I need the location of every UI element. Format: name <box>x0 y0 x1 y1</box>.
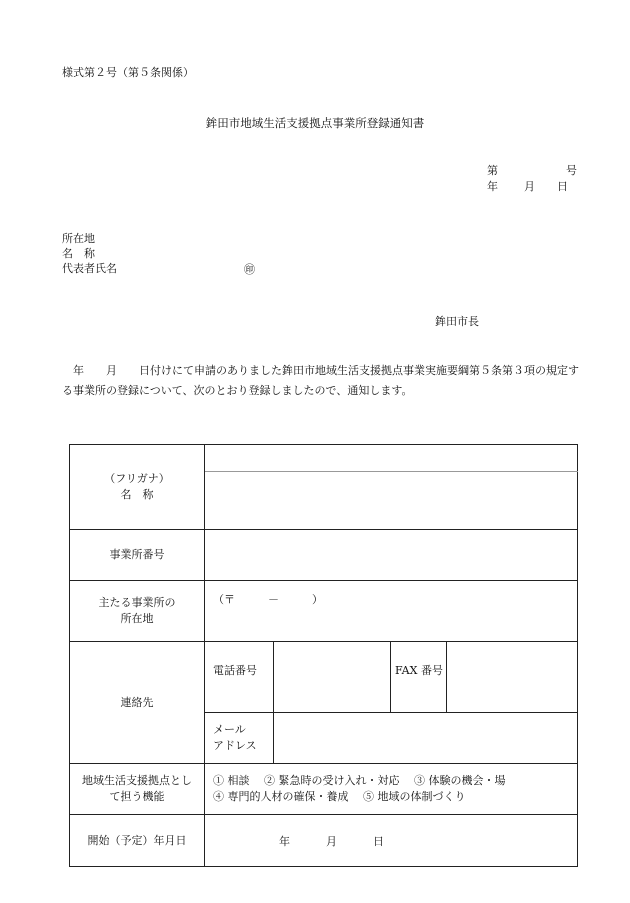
start-year: 年 <box>279 834 290 848</box>
function-options-line1: ① 相談 ② 緊急時の受け入れ・対応 ③ 体験の機会・場 <box>213 774 506 787</box>
office-number-label: 事業所番号 <box>70 530 205 581</box>
name-label-cell <box>70 445 205 530</box>
function-label-line2: て担う機能 <box>109 790 165 803</box>
notice-body: 年 月 日付けにて申請のありました鉾田市地域生活支援拠点事業実施要綱第５条第３項の規定する事業所の登録について、次のとおり登録しましたので、通知します。 <box>62 364 579 397</box>
function-options[interactable] <box>205 764 578 815</box>
reference-number-prefix: 第 <box>487 164 498 177</box>
addressee-name: 名 称 <box>62 247 95 260</box>
addressee-location: 所在地 <box>62 232 95 245</box>
email-label-cell <box>205 713 274 764</box>
reference-date <box>487 181 568 192</box>
reference-number <box>487 165 577 176</box>
email-label-line1: メール <box>213 723 246 736</box>
issuer-mayor: 鉾田市長 <box>435 315 479 328</box>
reference-number-suffix: 号 <box>566 164 577 177</box>
seal-mark: ㊞ <box>244 263 255 276</box>
furigana-field[interactable] <box>205 445 578 472</box>
contact-label: 連絡先 <box>70 642 205 764</box>
furigana-label: （フリガナ） <box>104 472 170 485</box>
main-office-label-line1: 主たる事業所の <box>98 596 176 609</box>
reference-day: 日 <box>557 180 568 193</box>
start-date-label: 開始（予定）年月日 <box>70 815 205 867</box>
email-field[interactable] <box>274 713 578 764</box>
document-title: 鉾田市地域生活支援拠点事業所登録通知書 <box>205 116 425 130</box>
main-office-address-field[interactable] <box>205 581 578 642</box>
name-label: 名 称 <box>120 488 154 501</box>
postal-code-prefix: （〒 － ） <box>213 593 323 606</box>
registration-table <box>69 444 578 867</box>
main-office-label-cell <box>70 581 205 642</box>
phone-field[interactable] <box>274 642 391 713</box>
phone-label: 電話番号 <box>205 642 274 713</box>
fax-field[interactable] <box>447 642 578 713</box>
main-office-label-line2: 所在地 <box>120 612 154 625</box>
email-label-line2: アドレス <box>213 739 257 752</box>
fax-label: FAX 番号 <box>391 642 447 713</box>
start-date-field[interactable] <box>205 815 578 867</box>
reference-month: 月 <box>524 180 535 193</box>
addressee-representative: 代表者氏名 <box>62 262 117 275</box>
reference-year: 年 <box>487 180 498 193</box>
addressee-block <box>62 231 117 276</box>
form-number: 様式第２号（第５条関係） <box>62 66 194 79</box>
office-number-field[interactable] <box>205 530 578 581</box>
function-options-line2: ④ 専門的人材の確保・養成 ⑤ 地域の体制づくり <box>213 790 466 803</box>
start-month: 月 <box>326 834 337 848</box>
start-day: 日 <box>373 834 384 848</box>
name-field[interactable] <box>205 472 578 530</box>
function-label-cell <box>70 764 205 815</box>
function-label-line1: 地域生活支援拠点とし <box>82 774 192 787</box>
